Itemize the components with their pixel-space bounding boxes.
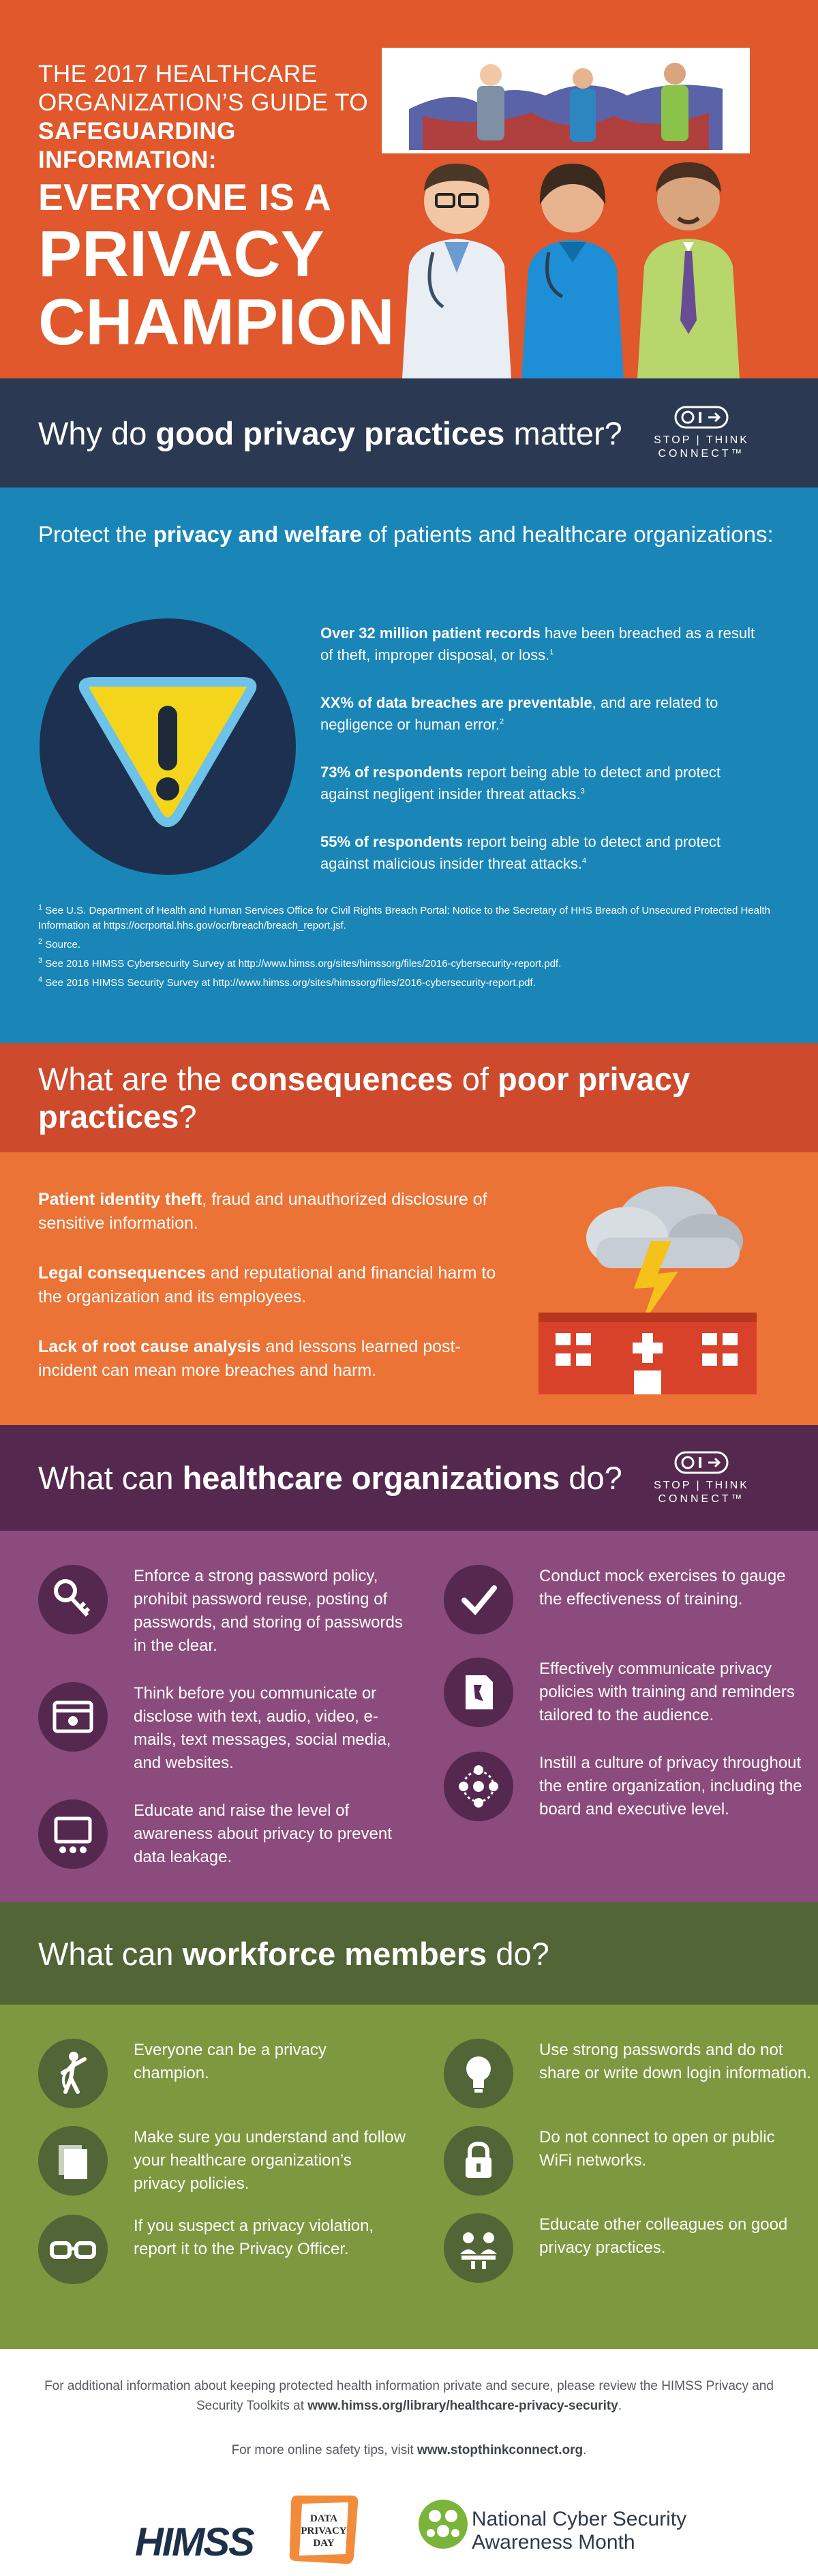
why-stat-3-text: report being able to detect and protect against negligent insider threat attacks. <box>320 764 721 803</box>
stc-line-1: STOP | THINK <box>654 434 749 446</box>
footnote-4-sup: 4 <box>38 976 43 984</box>
org-action-1 <box>38 1565 406 1658</box>
wf-action-2 <box>38 2126 406 2196</box>
consequences-heading-mid: of <box>453 1061 498 1097</box>
workforce-heading-pre: What can <box>38 1935 183 1972</box>
stop-think-connect-logo <box>650 405 753 461</box>
organizations-heading-bold: healthcare organizations <box>182 1460 560 1496</box>
why-stat-4-text: report being able to detect and protect against malicious insider threat attacks. <box>320 833 721 872</box>
consequences-heading-post: ? <box>179 1098 197 1135</box>
organizations-section-header <box>0 1425 818 1531</box>
key-icon <box>38 1565 108 1634</box>
wf-action-4-text: Use strong passwords and do not share or write down login information. <box>539 2041 811 2082</box>
ncsam-line-1: National Cyber Security <box>472 2508 687 2530</box>
footer-tips <box>0 2443 818 2458</box>
workforce-section-body <box>0 2005 818 2349</box>
why-stat-1-bold: Over 32 million patient records <box>320 625 541 642</box>
stc-tm: ™ <box>731 1493 745 1505</box>
consequence-2-bold: Legal consequences <box>38 1263 206 1283</box>
hero-figure-icon <box>38 2039 108 2108</box>
hero-title-line-2: PRIVACY <box>38 218 324 290</box>
hero-section <box>0 0 818 378</box>
dpd-line-3: DAY <box>313 2538 335 2549</box>
consequences-section-header <box>0 1043 818 1152</box>
why-section-header <box>0 378 818 488</box>
wf-action-4 <box>444 2039 812 2107</box>
wf-action-3 <box>38 2215 406 2283</box>
hero-pretitle-line-1: THE 2017 HEALTHCARE <box>38 61 318 87</box>
storm-cloud-hospital-illustration <box>532 1173 763 1405</box>
stopthinkconnect-link[interactable]: www.stopthinkconnect.org <box>417 2443 584 2457</box>
footnote-2-text: Source. <box>45 939 80 950</box>
org-action-4 <box>444 1565 812 1633</box>
stc-tm: ™ <box>731 448 745 460</box>
footnote-4 <box>38 976 781 991</box>
why-section-body <box>0 488 818 1043</box>
superhero-healthcare-workers-illustration <box>368 48 750 378</box>
why-stat-2-sup: 2 <box>499 717 504 726</box>
footnote-1-text: See U.S. Department of Health and Human Services Office for Civil Rights Breach Portal: Notice to the Secretary of HHS Breach of Unsecured Protected Health Information at https://ocrportal.hhs.gov/ocr/breach/breach_report.jsf. <box>38 905 770 931</box>
consequence-2-text: and reputational and financial harm to the organization and its employees. <box>38 1263 496 1306</box>
org-action-6-text: Instill a culture of privacy throughout the entire organization, including the board and executive level. <box>539 1754 802 1818</box>
flag-document-icon <box>444 1658 513 1727</box>
glasses-icon <box>38 2215 108 2284</box>
why-stat-1-sup: 1 <box>549 648 554 657</box>
why-heading-bold: good privacy practices <box>155 415 505 451</box>
stc-think: THINK <box>706 1479 749 1491</box>
consequences-list <box>38 1188 515 1409</box>
why-stats-list <box>320 623 770 901</box>
organizations-actions-left <box>38 1565 406 1893</box>
why-stat-2-text: , and are related to negligence or human error. <box>320 694 718 733</box>
browser-window-icon <box>38 1682 108 1752</box>
why-lead-post: of patients and healthcare organizations: <box>362 522 774 547</box>
org-action-4-text: Conduct mock exercises to gauge the effectiveness of training. <box>539 1567 786 1608</box>
stc-line-1: STOP | THINK <box>654 1479 749 1491</box>
consequences-heading <box>38 1060 818 1135</box>
presentation-icon <box>38 1799 108 1869</box>
footnote-2-sup: 2 <box>38 938 43 946</box>
org-action-3 <box>38 1799 406 1869</box>
footer-info-pre: For additional information about keeping protected health information private and secure, please review the HIMSS Privacy and Security Toolkits at <box>44 2379 774 2413</box>
consequence-item-1 <box>38 1188 515 1235</box>
consequences-heading-bold-2: poor privacy practices <box>38 1061 691 1135</box>
why-stat-2-bold: XX% of data breaches are preventable <box>320 694 592 711</box>
warning-triangle-icon <box>38 617 297 876</box>
organizations-heading-pre: What can <box>38 1460 183 1496</box>
why-heading <box>38 415 622 452</box>
hero-pretitle-line-3: SAFEGUARDING INFORMATION: <box>38 118 236 173</box>
himss-logo: HIMSS <box>135 2520 254 2564</box>
footnote-1 <box>38 903 781 933</box>
organizations-actions-right <box>444 1565 812 1846</box>
hero-title <box>38 176 395 359</box>
hero-title-line-1: EVERYONE IS A <box>38 176 332 218</box>
why-footnotes <box>38 903 781 995</box>
padlock-icon <box>444 2126 513 2196</box>
wf-action-3-text: If you suspect a privacy violation, report it to the Privacy Officer. <box>134 2217 374 2258</box>
wf-action-1-text: Everyone can be a privacy champion. <box>134 2041 327 2082</box>
stc-connect: CONNECT <box>658 448 731 460</box>
meeting-icon <box>444 2213 513 2283</box>
workforce-actions-right <box>444 2039 812 2301</box>
workforce-heading-bold: workforce members <box>182 1935 487 1972</box>
why-stat-3-sup: 3 <box>580 787 585 796</box>
ncsam-text <box>472 2508 686 2554</box>
why-stat-2 <box>320 692 770 736</box>
stop-think-connect-icon <box>674 405 729 430</box>
data-privacy-day-logo <box>283 2489 365 2571</box>
workforce-section-header <box>0 1902 818 2005</box>
organizations-heading <box>38 1459 622 1497</box>
why-lead-pre: Protect the <box>38 522 153 547</box>
dpd-line-1: DATA <box>309 2513 338 2524</box>
footnote-1-sup: 1 <box>38 903 43 912</box>
org-action-2-text: Think before you communicate or disclose with text, audio, video, e-mails, text messages, social media, and websites. <box>134 1684 391 1772</box>
workforce-heading <box>38 1935 549 1973</box>
hero-pretitle <box>38 60 372 175</box>
organizations-heading-post: do? <box>560 1460 622 1496</box>
footer-info-post: . <box>618 2399 622 2413</box>
why-stat-4 <box>320 831 770 875</box>
why-stat-1-text: have been breached as a result of theft, improper disposal, or loss. <box>320 625 755 663</box>
footnote-2 <box>38 938 781 953</box>
why-stat-3-bold: 73% of respondents <box>320 764 464 781</box>
stc-line-2 <box>650 447 753 461</box>
consequence-item-2 <box>38 1261 515 1309</box>
why-lead <box>38 522 774 548</box>
why-heading-post: matter? <box>504 415 622 451</box>
wf-action-1 <box>38 2039 406 2107</box>
dpd-line-2: PRIVACY <box>301 2526 347 2536</box>
wf-action-5-text: Do not connect to open or public WiFi networks. <box>539 2128 775 2170</box>
org-action-5 <box>444 1658 812 1727</box>
wf-action-6 <box>444 2213 812 2281</box>
partner-logos <box>0 2482 818 2571</box>
footnote-3-sup: 3 <box>38 957 43 965</box>
consequence-item-3 <box>38 1335 515 1383</box>
footnote-3 <box>38 957 781 972</box>
wf-action-2-text: Make sure you understand and follow your healthcare organization’s privacy policies. <box>134 2128 406 2193</box>
ncsam-emblem-icon <box>416 2496 470 2557</box>
wf-action-6-text: Educate other colleagues on good privacy practices. <box>539 2215 788 2257</box>
footer <box>0 2349 818 2576</box>
footer-tips-pre: For more online safety tips, visit <box>231 2443 417 2457</box>
why-heading-pre: Why do <box>38 415 156 451</box>
consequences-heading-bold: consequences <box>230 1061 453 1097</box>
org-action-6 <box>444 1752 812 1821</box>
documents-icon <box>38 2126 108 2196</box>
why-lead-bold: privacy and welfare <box>153 522 363 547</box>
consequence-3-bold: Lack of root cause analysis <box>38 1337 261 1356</box>
consequence-1-text: , fraud and unauthorized disclosure of sensitive information. <box>38 1190 487 1233</box>
stop-think-connect-icon <box>674 1450 729 1475</box>
ncsam-line-2: Awareness Month <box>472 2531 635 2553</box>
wf-action-5 <box>444 2126 812 2194</box>
organizations-section-body <box>0 1531 818 1902</box>
stc-stop: STOP <box>654 434 692 446</box>
checkmark-icon <box>444 1565 513 1634</box>
org-action-2 <box>38 1682 406 1775</box>
stc-think: THINK <box>706 434 749 446</box>
hero-pretitle-line-2: ORGANIZATION’S GUIDE TO <box>38 89 369 116</box>
hero-title-line-3: CHAMPION <box>38 286 395 359</box>
stc-stop: STOP <box>654 1479 692 1491</box>
footnote-3-text: See 2016 HIMSS Cybersecurity Survey at http://www.himss.org/sites/himssorg/files/2016-cybersecurity-report.pdf. <box>45 958 562 970</box>
footer-info <box>41 2376 777 2416</box>
ncsam-logo <box>416 2496 702 2564</box>
org-action-3-text: Educate and raise the level of awareness about privacy to prevent data leakage. <box>134 1801 392 1866</box>
workforce-actions-left <box>38 2039 406 2302</box>
org-action-5-text: Effectively communicate privacy policies with training and reminders tailored to the audience. <box>539 1660 795 1724</box>
lightbulb-icon <box>444 2039 513 2108</box>
consequences-section-body <box>0 1152 818 1425</box>
stop-think-connect-logo-2 <box>650 1450 753 1506</box>
workforce-heading-post: do? <box>487 1935 549 1972</box>
org-action-1-text: Enforce a strong password policy, prohibit password reuse, posting of passwords, and storing of passwords in the clear. <box>134 1567 403 1655</box>
why-stat-3 <box>320 762 770 805</box>
why-stat-4-bold: 55% of respondents <box>320 833 464 850</box>
consequence-1-bold: Patient identity theft <box>38 1190 202 1209</box>
stc-line-2 <box>650 1493 753 1506</box>
why-stat-1 <box>320 623 770 666</box>
himss-toolkit-link[interactable]: www.himss.org/library/healthcare-privacy-security <box>307 2399 618 2413</box>
footer-tips-post: . <box>583 2443 587 2457</box>
stc-connect: CONNECT <box>658 1493 731 1505</box>
consequence-3-text: and lessons learned post-incident can mean more breaches and harm. <box>38 1337 461 1380</box>
network-people-icon <box>444 1752 513 1821</box>
why-stat-4-sup: 4 <box>581 856 587 865</box>
footnote-4-text: See 2016 HIMSS Security Survey at http://www.himss.org/sites/himssorg/files/2016-cybersecurity-report.pdf. <box>45 977 536 989</box>
consequences-heading-pre: What are the <box>38 1061 231 1097</box>
